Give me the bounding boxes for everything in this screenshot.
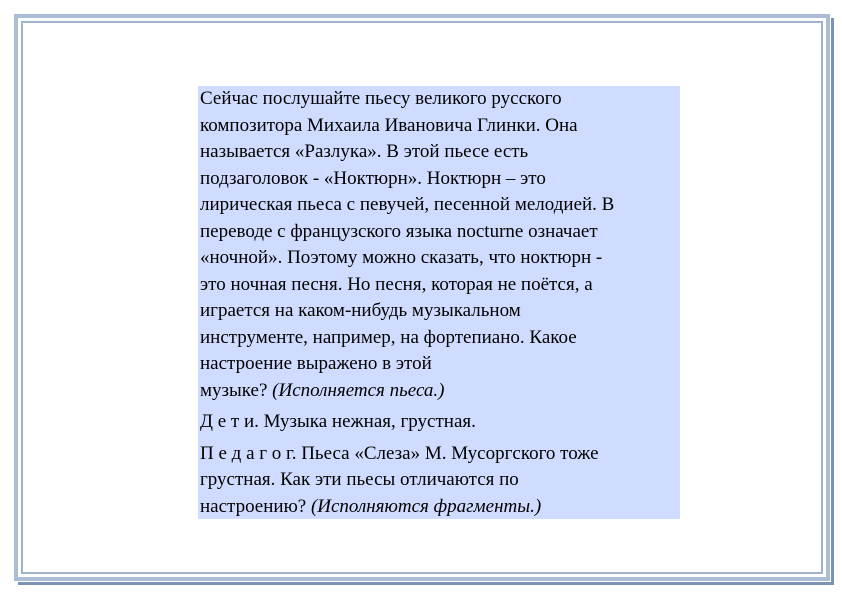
paragraph-children: [200, 409, 678, 436]
text-line-final: [200, 378, 678, 405]
text-box: [198, 86, 680, 519]
paragraph-teacher: [200, 441, 678, 521]
paragraph-narration: [200, 86, 678, 404]
text-line: Сейчас послушайте пьесу великого русского: [200, 88, 562, 109]
text-line: играется на каком-нибудь музыкальном: [200, 300, 521, 321]
text-line: настроение выражено в этой: [200, 353, 432, 374]
question-text: настроению?: [200, 495, 307, 517]
text-line: это ночная песня. Но песня, которая не поётся, а: [200, 273, 593, 295]
text-line: композитора Михаила Ивановича Глинки. Она: [200, 114, 578, 136]
stage-direction: (Исполняются фрагменты.): [310, 495, 542, 517]
text-line: Д е т и. Музыка нежная, грустная.: [200, 411, 476, 432]
text-line-final: [200, 494, 678, 521]
text-line: лирическая пьеса с певучей, песенной мелодией. В: [200, 194, 615, 215]
text-line: П е д а г о г. Пьеса «Слеза» М. Мусоргского тоже: [200, 442, 599, 464]
text-line: инструменте, например, на фортепиано. Какое: [200, 326, 577, 348]
text-line: переводе с французского языка nocturne означает: [200, 220, 598, 242]
text-line: «ночной». Поэтому можно сказать, что ноктюрн -: [200, 247, 603, 268]
stage-direction: (Исполняется пьеса.): [272, 379, 445, 401]
text-line: называется «Разлука». В этой пьесе есть: [200, 141, 529, 162]
text-line: грустная. Как эти пьесы отличаются по: [200, 469, 519, 490]
question-text: музыке?: [200, 379, 268, 401]
text-line: подзаголовок - «Ноктюрн». Ноктюрн – это: [200, 167, 546, 189]
